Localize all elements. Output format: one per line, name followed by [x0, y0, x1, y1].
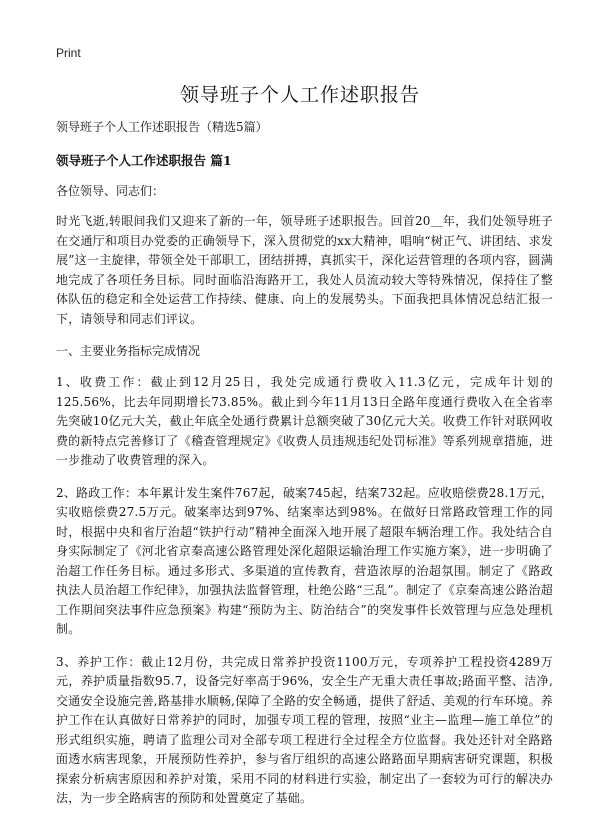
- document-subtitle: 领导班子个人工作述职报告（精选5篇）: [56, 120, 268, 134]
- part-heading: 一、主要业务指标完成情况: [56, 344, 201, 358]
- paragraph-toll: 1、收费工作：截止到12月25日，我处完成通行费收入11.3亿元，完成年计划的125.56%，比去年同期增长73.85%。截止到今年11月13日全路年度通行费收入在全省率先突破10亿元大关，截止年底全处通行费累计总额突破了30亿元大关。收费工作针对联网收费的新特点完善修订了《稽查管理规定》《收费人员违规违纪处罚标准》等系列规章措施，进一步推动了收费管理的深入。: [56, 375, 553, 467]
- greeting: 各位领导、同志们：: [56, 184, 165, 198]
- intro-paragraph: 时光飞逝,转眼间我们又迎来了新的一年，领导班子述职报告。回首20＿年，我们处领导班子在交通厅和项目办党委的正确领导下，深入贯彻党的xx大精神，唱响“树正气、讲团结、求发展”这一主旋律，带领全处干部职工，团结拼搏，真抓实干，深化运营管理的各项内容，圆满地完成了各项任务目标。同时面临沿海路开工，我处人员流动较大等特殊情况，保持住了整体队伍的稳定和全处运营工作持续、健康、向上的发展势头。下面我把具体情况总结汇报一下，请领导和同志们评议。: [56, 214, 553, 326]
- document-body: [56, 118, 553, 822]
- paragraph-road-admin: 2、路政工作：本年累计发生案件767起，破案745起，结案732起。应收赔偿费28.1万元，实收赔偿费27.5万元。破案率达到97%、结案率达到98%。在做好日常路政管理工作的同时，根据中央和省厅治超“铁护行动”精神全面深入地开展了超限车辆治理工作。我处结合自身实际制定了《河北省京秦高速公路管理处深化超限运输治理工作实施方案》，进一步明确了治超工作任务目标。通过多形式、多渠道的宣传教育，营造浓厚的治超氛围。制定了《路政执法人员治超工作纪律》，加强执法监督管理，杜绝公路“三乱”。制定了《京秦高速公路治超工作期间突法事件应急预案》构建“预防为主、防治结合”的突发事件长效管理与应急处理机制。: [56, 485, 553, 636]
- print-link[interactable]: Print: [56, 46, 81, 60]
- paragraph-maintenance: 3、养护工作：截止12月份，共完成日常养护投资1100万元，专项养护工程投资4289万元，养护质量指数95.7，设备完好率高于96%，安全生产无重大责任事故;路面平整、洁净,交通安全设施完善,路基排水顺畅,保障了全路的安全畅通，提供了舒适、美观的行车环境。养护工作在认真做好日常养护的同时，加强专项工程的管理，按照“业主—监理—施工单位”的形式组织实施，聘请了监理公司对全部专项工程进行全过程全方位监督。我处还针对全路路面透水病害现象，开展预防性养护，参与省厅组织的高速公路路面早期病害研究课题，积极探索分析病害原因和养护对策，采用不同的材料进行实验，制定出了一套较为可行的解决办法，为一步全路病害的预防和处置奠定了基础。: [56, 654, 553, 805]
- section-heading: 领导班子个人工作述职报告 篇1: [56, 153, 232, 168]
- document-title: 领导班子个人工作述职报告: [179, 84, 420, 106]
